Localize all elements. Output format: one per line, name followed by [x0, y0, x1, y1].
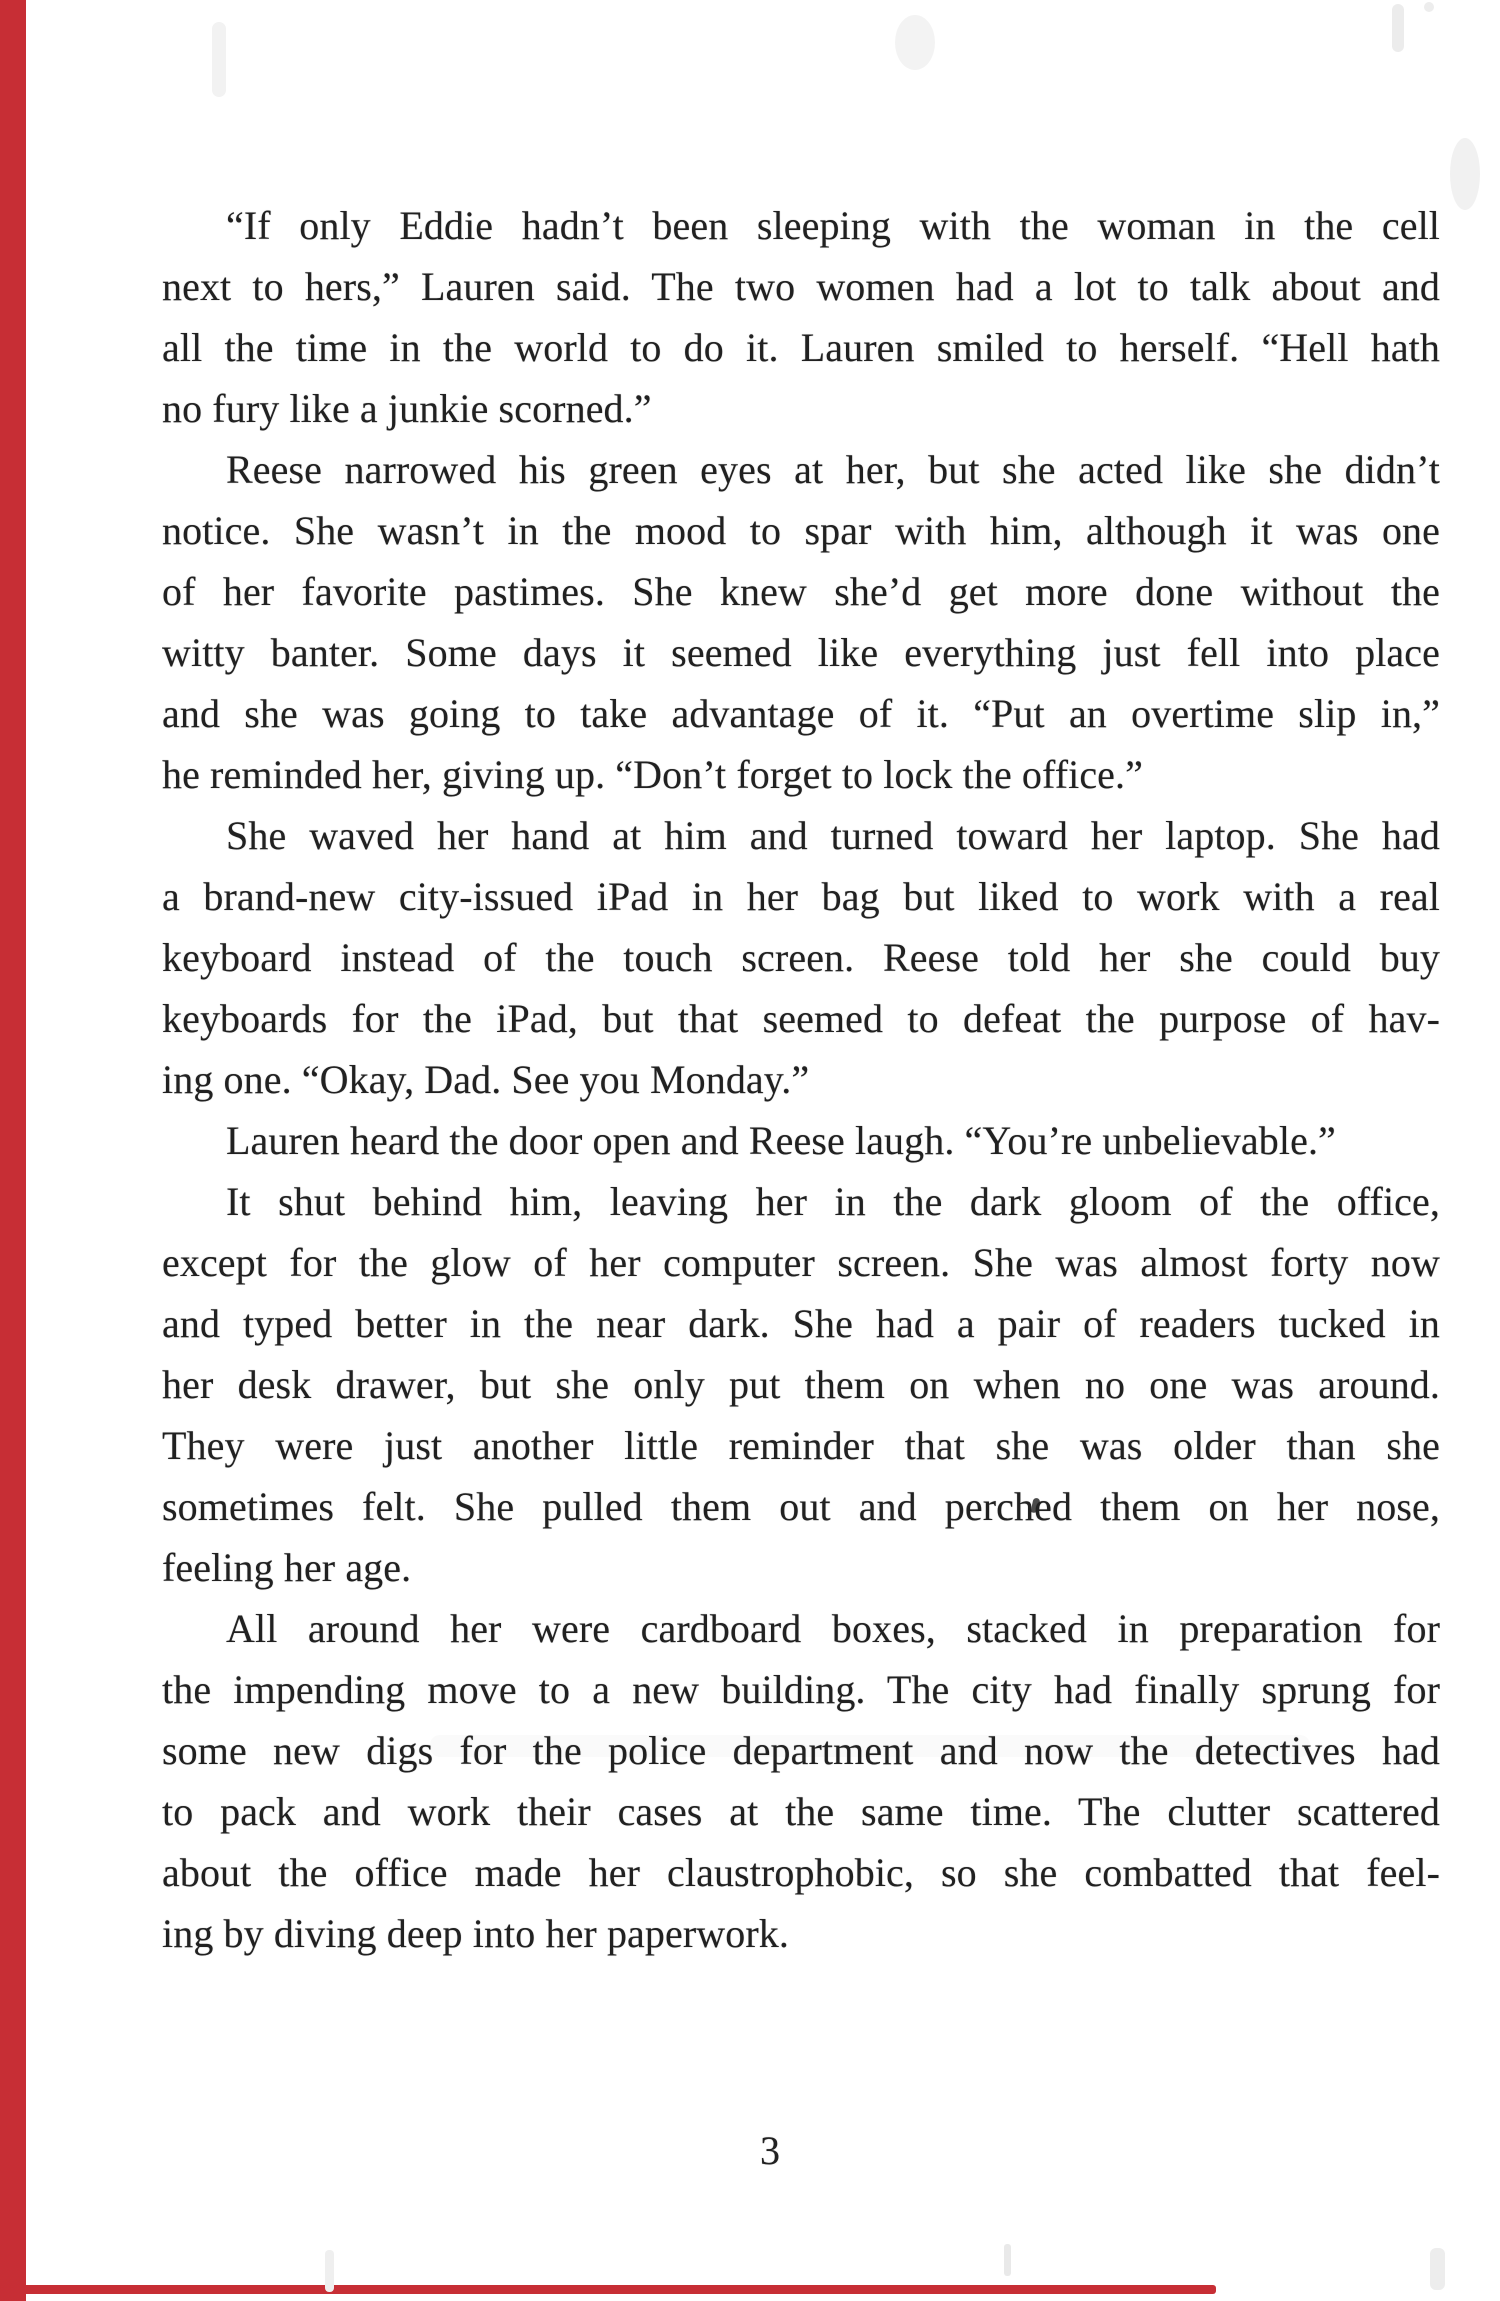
text-line: some new digs for the police department and now the detectives had [162, 1728, 1440, 1773]
text-line: ing by diving deep into her paperwork. [162, 1911, 789, 1956]
text-line: a brand-new city-issued iPad in her bag but liked to work with a real [162, 874, 1440, 919]
text-line: witty banter. Some days it seemed like everything just fell into place [162, 630, 1440, 675]
text-line: notice. She wasn’t in the mood to spar with him, although it was one [162, 508, 1440, 553]
scan-artifact [1430, 2248, 1445, 2290]
text-line: next to hers,” Lauren said. The two women had a lot to talk about and [162, 264, 1440, 309]
paragraph [162, 1598, 1440, 1964]
text-line: “If only Eddie hadn’t been sleeping with the woman in the cell [226, 203, 1440, 248]
paragraph [162, 805, 1440, 1110]
text-line: keyboard instead of the touch screen. Reese told her she could buy [162, 935, 1440, 980]
scan-artifact [895, 15, 935, 70]
text-line: he reminded her, giving up. “Don’t forget to lock the office.” [162, 752, 1143, 797]
scan-artifact [325, 2250, 334, 2292]
scan-edge-left [0, 0, 26, 2301]
text-line: no fury like a junkie scorned.” [162, 386, 652, 431]
page-number: 3 [760, 2128, 780, 2173]
text-line: It shut behind him, leaving her in the dark gloom of the office, [226, 1179, 1440, 1224]
paragraph [162, 195, 1440, 439]
text-line: and she was going to take advantage of it. “Put an overtime slip in,” [162, 691, 1440, 736]
text-line: Lauren heard the door open and Reese laugh. “You’re unbelievable.” [226, 1118, 1336, 1163]
text-line: sometimes felt. She pulled them out and perched them on her nose, [162, 1484, 1440, 1529]
text-line: her desk drawer, but she only put them on when no one was around. [162, 1362, 1440, 1407]
text-line: They were just another little reminder that she was older than she [162, 1423, 1440, 1468]
scan-artifact [1004, 2244, 1011, 2276]
text-line: about the office made her claustrophobic, so she combatted that feel- [162, 1850, 1440, 1895]
text-line: except for the glow of her computer screen. She was almost forty now [162, 1240, 1440, 1285]
text-line: all the time in the world to do it. Lauren smiled to herself. “Hell hath [162, 325, 1440, 370]
body-text [162, 195, 1440, 1964]
text-line: feeling her age. [162, 1545, 412, 1590]
text-line: Reese narrowed his green eyes at her, but she acted like she didn’t [226, 447, 1440, 492]
paragraph [162, 1110, 1440, 1171]
text-line: the impending move to a new building. The city had finally sprung for [162, 1667, 1440, 1712]
scan-artifact [212, 22, 226, 97]
text-line: to pack and work their cases at the same time. The clutter scattered [162, 1789, 1440, 1834]
paragraph [162, 1171, 1440, 1598]
text-line: of her favorite pastimes. She knew she’d get more done without the [162, 569, 1440, 614]
scan-artifact [1450, 138, 1480, 210]
paragraph [162, 439, 1440, 805]
scan-artifact [1392, 4, 1404, 52]
scan-edge-bottom [26, 2285, 1216, 2294]
text-line: ing one. “Okay, Dad. See you Monday.” [162, 1057, 810, 1102]
text-line: All around her were cardboard boxes, stacked in preparation for [226, 1606, 1440, 1651]
text-line: She waved her hand at him and turned toward her laptop. She had [226, 813, 1440, 858]
text-line: keyboards for the iPad, but that seemed to defeat the purpose of hav- [162, 996, 1440, 1041]
scan-artifact [1424, 2, 1434, 12]
text-line: and typed better in the near dark. She had a pair of readers tucked in [162, 1301, 1440, 1346]
